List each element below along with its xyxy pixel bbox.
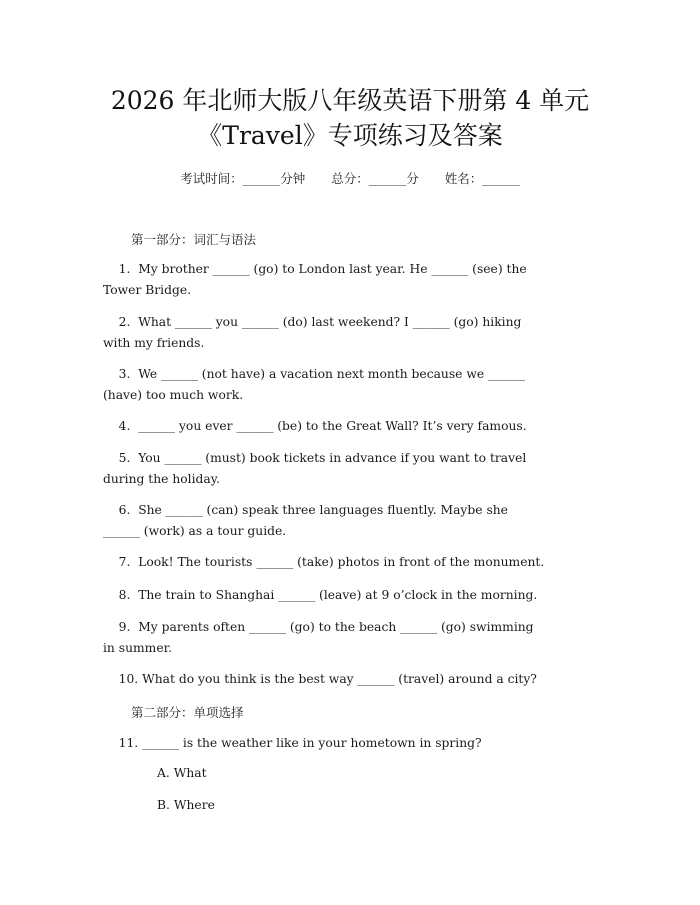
question-8 [103, 585, 603, 606]
question-5-line-2: during the holiday. [103, 472, 220, 486]
document-title-line-2: 《Travel》专项练习及答案 [197, 121, 503, 150]
question-4-line-1: 4. ______ you ever ______ (be) to the Great Wall? It’s very famous. [103, 419, 527, 433]
part1-heading: 第一部分：词汇与语法 [131, 232, 257, 247]
question-6 [103, 500, 603, 542]
question-5-line-1: 5. You ______ (must) book tickets in advance if you want to travel [103, 451, 527, 465]
exam-meta [0, 169, 700, 187]
question-1-line-2: Tower Bridge. [103, 283, 192, 297]
question-6-line-2: ______ (work) as a tour guide. [103, 524, 287, 538]
question-11-text: 11. ______ is the weather like in your hometown in spring? [103, 736, 482, 750]
question-1-line-1: 1. My brother ______ (go) to London last year. He ______ (see) the [103, 262, 527, 276]
student-name: 姓名：______ [444, 171, 520, 186]
question-9-line-2: in summer. [103, 641, 173, 655]
question-6-line-1: 6. She ______ (can) speak three languages fluently. Maybe she [103, 503, 508, 517]
option-a: A. What [157, 766, 207, 780]
question-9-line-1: 9. My parents often ______ (go) to the beach ______ (go) swimming [103, 620, 534, 634]
question-11 [103, 733, 603, 754]
exam-time: 考试时间：______分钟 [180, 171, 306, 186]
question-10 [103, 669, 603, 690]
question-3-line-2: (have) too much work. [103, 388, 244, 402]
question-2-line-2: with my friends. [103, 336, 205, 350]
document-title-line-1: 2026 年北师大版八年级英语下册第 4 单元 [110, 86, 590, 115]
question-5 [103, 448, 603, 490]
question-10-line-1: 10. What do you think is the best way ______ (travel) around a city? [103, 672, 537, 686]
question-8-line-1: 8. The train to Shanghai ______ (leave) at 9 o’clock in the morning. [103, 588, 538, 602]
question-7-line-1: 7. Look! The tourists ______ (take) photos in front of the monument. [103, 555, 545, 569]
question-1 [103, 259, 603, 301]
question-7 [103, 552, 603, 573]
option-b: B. Where [157, 798, 215, 812]
question-3 [103, 364, 603, 406]
question-4 [103, 416, 603, 437]
exam-score: 总分：______分 [331, 171, 419, 186]
question-3-line-1: 3. We ______ (not have) a vacation next month because we ______ [103, 367, 525, 381]
part2-heading: 第二部分：单项选择 [131, 705, 244, 720]
question-2 [103, 312, 603, 354]
question-2-line-1: 2. What ______ you ______ (do) last weekend? I ______ (go) hiking [103, 315, 522, 329]
question-9 [103, 617, 603, 659]
